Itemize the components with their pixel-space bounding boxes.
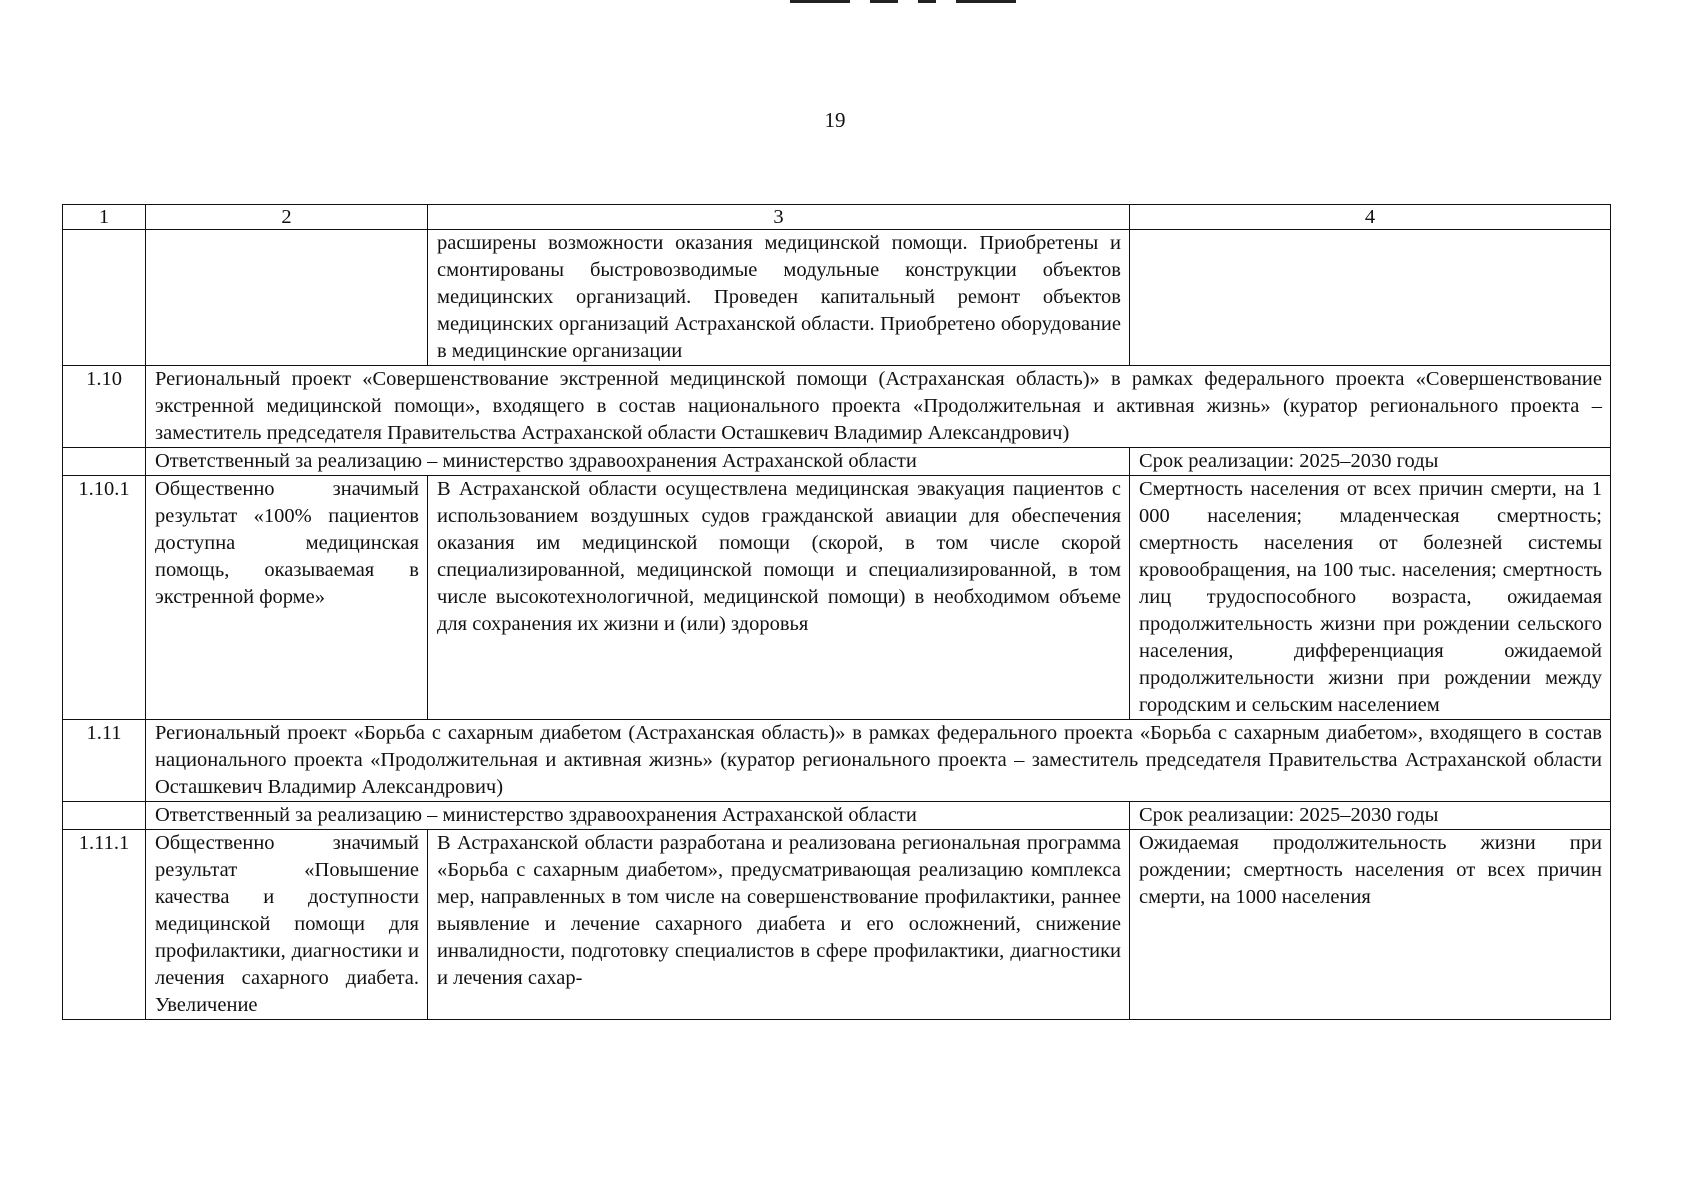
project-title: Региональный проект «Борьба с сахарным диабетом (Астраханская область)» в рамках федерального проекта «Борьба с сахарным диабетом», входящего в состав национального проекта «Продолжительная и активная жизнь» (куратор регионального проекта – заместитель председателя Правительства Астраханской области Осташкевич Владимир Александрович) <box>146 720 1611 802</box>
table-header-row <box>63 205 1611 230</box>
column-header-2: 2 <box>146 205 428 230</box>
row-number-cell <box>63 802 146 830</box>
row-number-cell <box>63 230 146 366</box>
project-row-1-11 <box>63 720 1611 802</box>
top-edge-marks <box>790 0 1016 3</box>
term-cell: Срок реализации: 2025–2030 годы <box>1130 448 1611 476</box>
responsible-cell: Ответственный за реализацию – министерство здравоохранения Астраханской области <box>146 802 1130 830</box>
row-number: 1.10.1 <box>63 476 146 720</box>
responsible-cell: Ответственный за реализацию – министерство здравоохранения Астраханской области <box>146 448 1130 476</box>
row-number: 1.11.1 <box>63 830 146 1020</box>
description-cell: В Астраханской области осуществлена медицинская эвакуация пациентов с использованием воздушных судов гражданской авиации для обеспечения оказания им медицинской помощи (скорой, в том числе скорой специализированной, медицинской помощи и специализированной, в том числе высокотехнологичной, медицинской помощи) в необходимом объеме для сохранения их жизни и (или) здоровья <box>428 476 1130 720</box>
row-number: 1.10 <box>63 366 146 448</box>
page-number: 19 <box>824 108 846 132</box>
indicators-cell <box>1130 230 1611 366</box>
result-cell <box>146 230 428 366</box>
column-header-3: 3 <box>428 205 1130 230</box>
project-row-1-10 <box>63 366 1611 448</box>
row-number-cell <box>63 448 146 476</box>
responsible-row-1-11 <box>63 802 1611 830</box>
program-table <box>62 204 1611 1020</box>
table-row-1-10-1 <box>63 476 1611 720</box>
indicators-cell: Ожидаемая продолжительность жизни при рождении; смертность населения от всех причин смерти, на 1000 населения <box>1130 830 1611 1020</box>
result-cell: Общественно значимый результат «Повышение качества и доступности медицинской помощи для профилактики, диагностики и лечения сахарного диабета. Увеличение <box>146 830 428 1020</box>
table-row-continued <box>63 230 1611 366</box>
row-number: 1.11 <box>63 720 146 802</box>
term-cell: Срок реализации: 2025–2030 годы <box>1130 802 1611 830</box>
column-header-4: 4 <box>1130 205 1611 230</box>
responsible-row-1-10 <box>63 448 1611 476</box>
result-cell: Общественно значимый результат «100% пациентов доступна медицинская помощь, оказываемая в экстренной форме» <box>146 476 428 720</box>
description-cell: расширены возможности оказания медицинской помощи. Приобретены и смонтированы быстровозводимые модульные конструкции объектов медицинских организаций. Проведен капитальный ремонт объектов медицинских организаций Астраханской области. Приобретено оборудование в медицинские организации <box>428 230 1130 366</box>
table-row-1-11-1 <box>63 830 1611 1020</box>
column-header-1: 1 <box>63 205 146 230</box>
description-cell: В Астраханской области разработана и реализована региональная программа «Борьба с сахарным диабетом», предусматривающая реализацию комплекса мер, направленных в том числе на совершенствование профилактики, раннее выявление и лечение сахарного диабета и его осложнений, снижение инвалидности, подготовку специалистов в сфере профилактики, диагностики и лечения сахар- <box>428 830 1130 1020</box>
project-title: Региональный проект «Совершенствование экстренной медицинской помощи (Астраханская область)» в рамках федерального проекта «Совершенствование экстренной медицинской помощи», входящего в состав национального проекта «Продолжительная и активная жизнь» (куратор регионального проекта – заместитель председателя Правительства Астраханской области Осташкевич Владимир Александрович) <box>146 366 1611 448</box>
indicators-cell: Смертность населения от всех причин смерти, на 1 000 населения; младенческая смертность; смертность населения от болезней системы кровообращения, на 100 тыс. населения; смертность лиц трудоспособного возраста, ожидаемая продолжительность жизни при рождении сельского населения, дифференциация ожидаемой продолжительности жизни при рождении между городским и сельским населением <box>1130 476 1611 720</box>
